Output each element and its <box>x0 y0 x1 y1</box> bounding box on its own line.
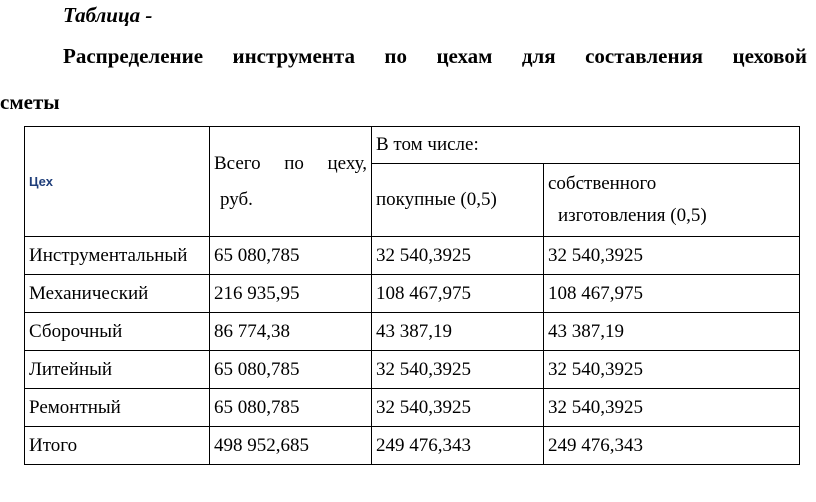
table-title-line2: сметы <box>0 90 60 114</box>
header-incl: В том числе: <box>372 127 800 164</box>
title-word: Распределение <box>63 44 204 68</box>
cell-total: 498 952,685 <box>210 427 372 465</box>
table-row <box>25 237 800 275</box>
header-total-word: Всего <box>214 152 261 174</box>
table-title <box>63 44 807 69</box>
distribution-table <box>24 126 800 465</box>
cell-total: 86 774,38 <box>210 313 372 351</box>
cell-bought: 43 387,19 <box>372 313 544 351</box>
title-word: цеховой <box>732 44 807 68</box>
table-row <box>25 313 800 351</box>
cell-name: Инструментальный <box>25 237 210 275</box>
header-total <box>210 127 372 237</box>
table-row <box>25 427 800 465</box>
header-ceh: Цех <box>25 127 210 237</box>
header-total-unit: руб. <box>220 188 253 210</box>
header-total-word: цеху, <box>327 152 367 174</box>
title-word: инструмента <box>232 44 355 68</box>
header-own-line2: изготовления (0,5) <box>558 205 707 226</box>
cell-total: 65 080,785 <box>210 351 372 389</box>
cell-name: Сборочный <box>25 313 210 351</box>
title-word: составления <box>585 44 704 68</box>
cell-bought: 32 540,3925 <box>372 237 544 275</box>
table-row <box>25 389 800 427</box>
title-word: для <box>521 44 556 68</box>
table-row <box>25 275 800 313</box>
cell-own: 108 467,975 <box>544 275 800 313</box>
table-row <box>25 351 800 389</box>
cell-total: 216 935,95 <box>210 275 372 313</box>
cell-total: 65 080,785 <box>210 389 372 427</box>
title-word: цехам <box>436 44 493 68</box>
cell-bought: 249 476,343 <box>372 427 544 465</box>
cell-bought: 32 540,3925 <box>372 389 544 427</box>
cell-bought: 32 540,3925 <box>372 351 544 389</box>
cell-name: Литейный <box>25 351 210 389</box>
title-word: по <box>384 44 408 68</box>
header-bought: покупные (0,5) <box>372 164 544 237</box>
cell-name: Итого <box>25 427 210 465</box>
table-caption: Таблица - <box>63 3 153 27</box>
cell-name: Ремонтный <box>25 389 210 427</box>
cell-name: Механический <box>25 275 210 313</box>
cell-own: 32 540,3925 <box>544 237 800 275</box>
cell-own: 249 476,343 <box>544 427 800 465</box>
cell-own: 32 540,3925 <box>544 389 800 427</box>
cell-bought: 108 467,975 <box>372 275 544 313</box>
cell-own: 43 387,19 <box>544 313 800 351</box>
header-own <box>544 164 800 237</box>
header-total-word: по <box>284 152 304 174</box>
header-own-line1: собственного <box>548 173 657 194</box>
cell-total: 65 080,785 <box>210 237 372 275</box>
cell-own: 32 540,3925 <box>544 351 800 389</box>
